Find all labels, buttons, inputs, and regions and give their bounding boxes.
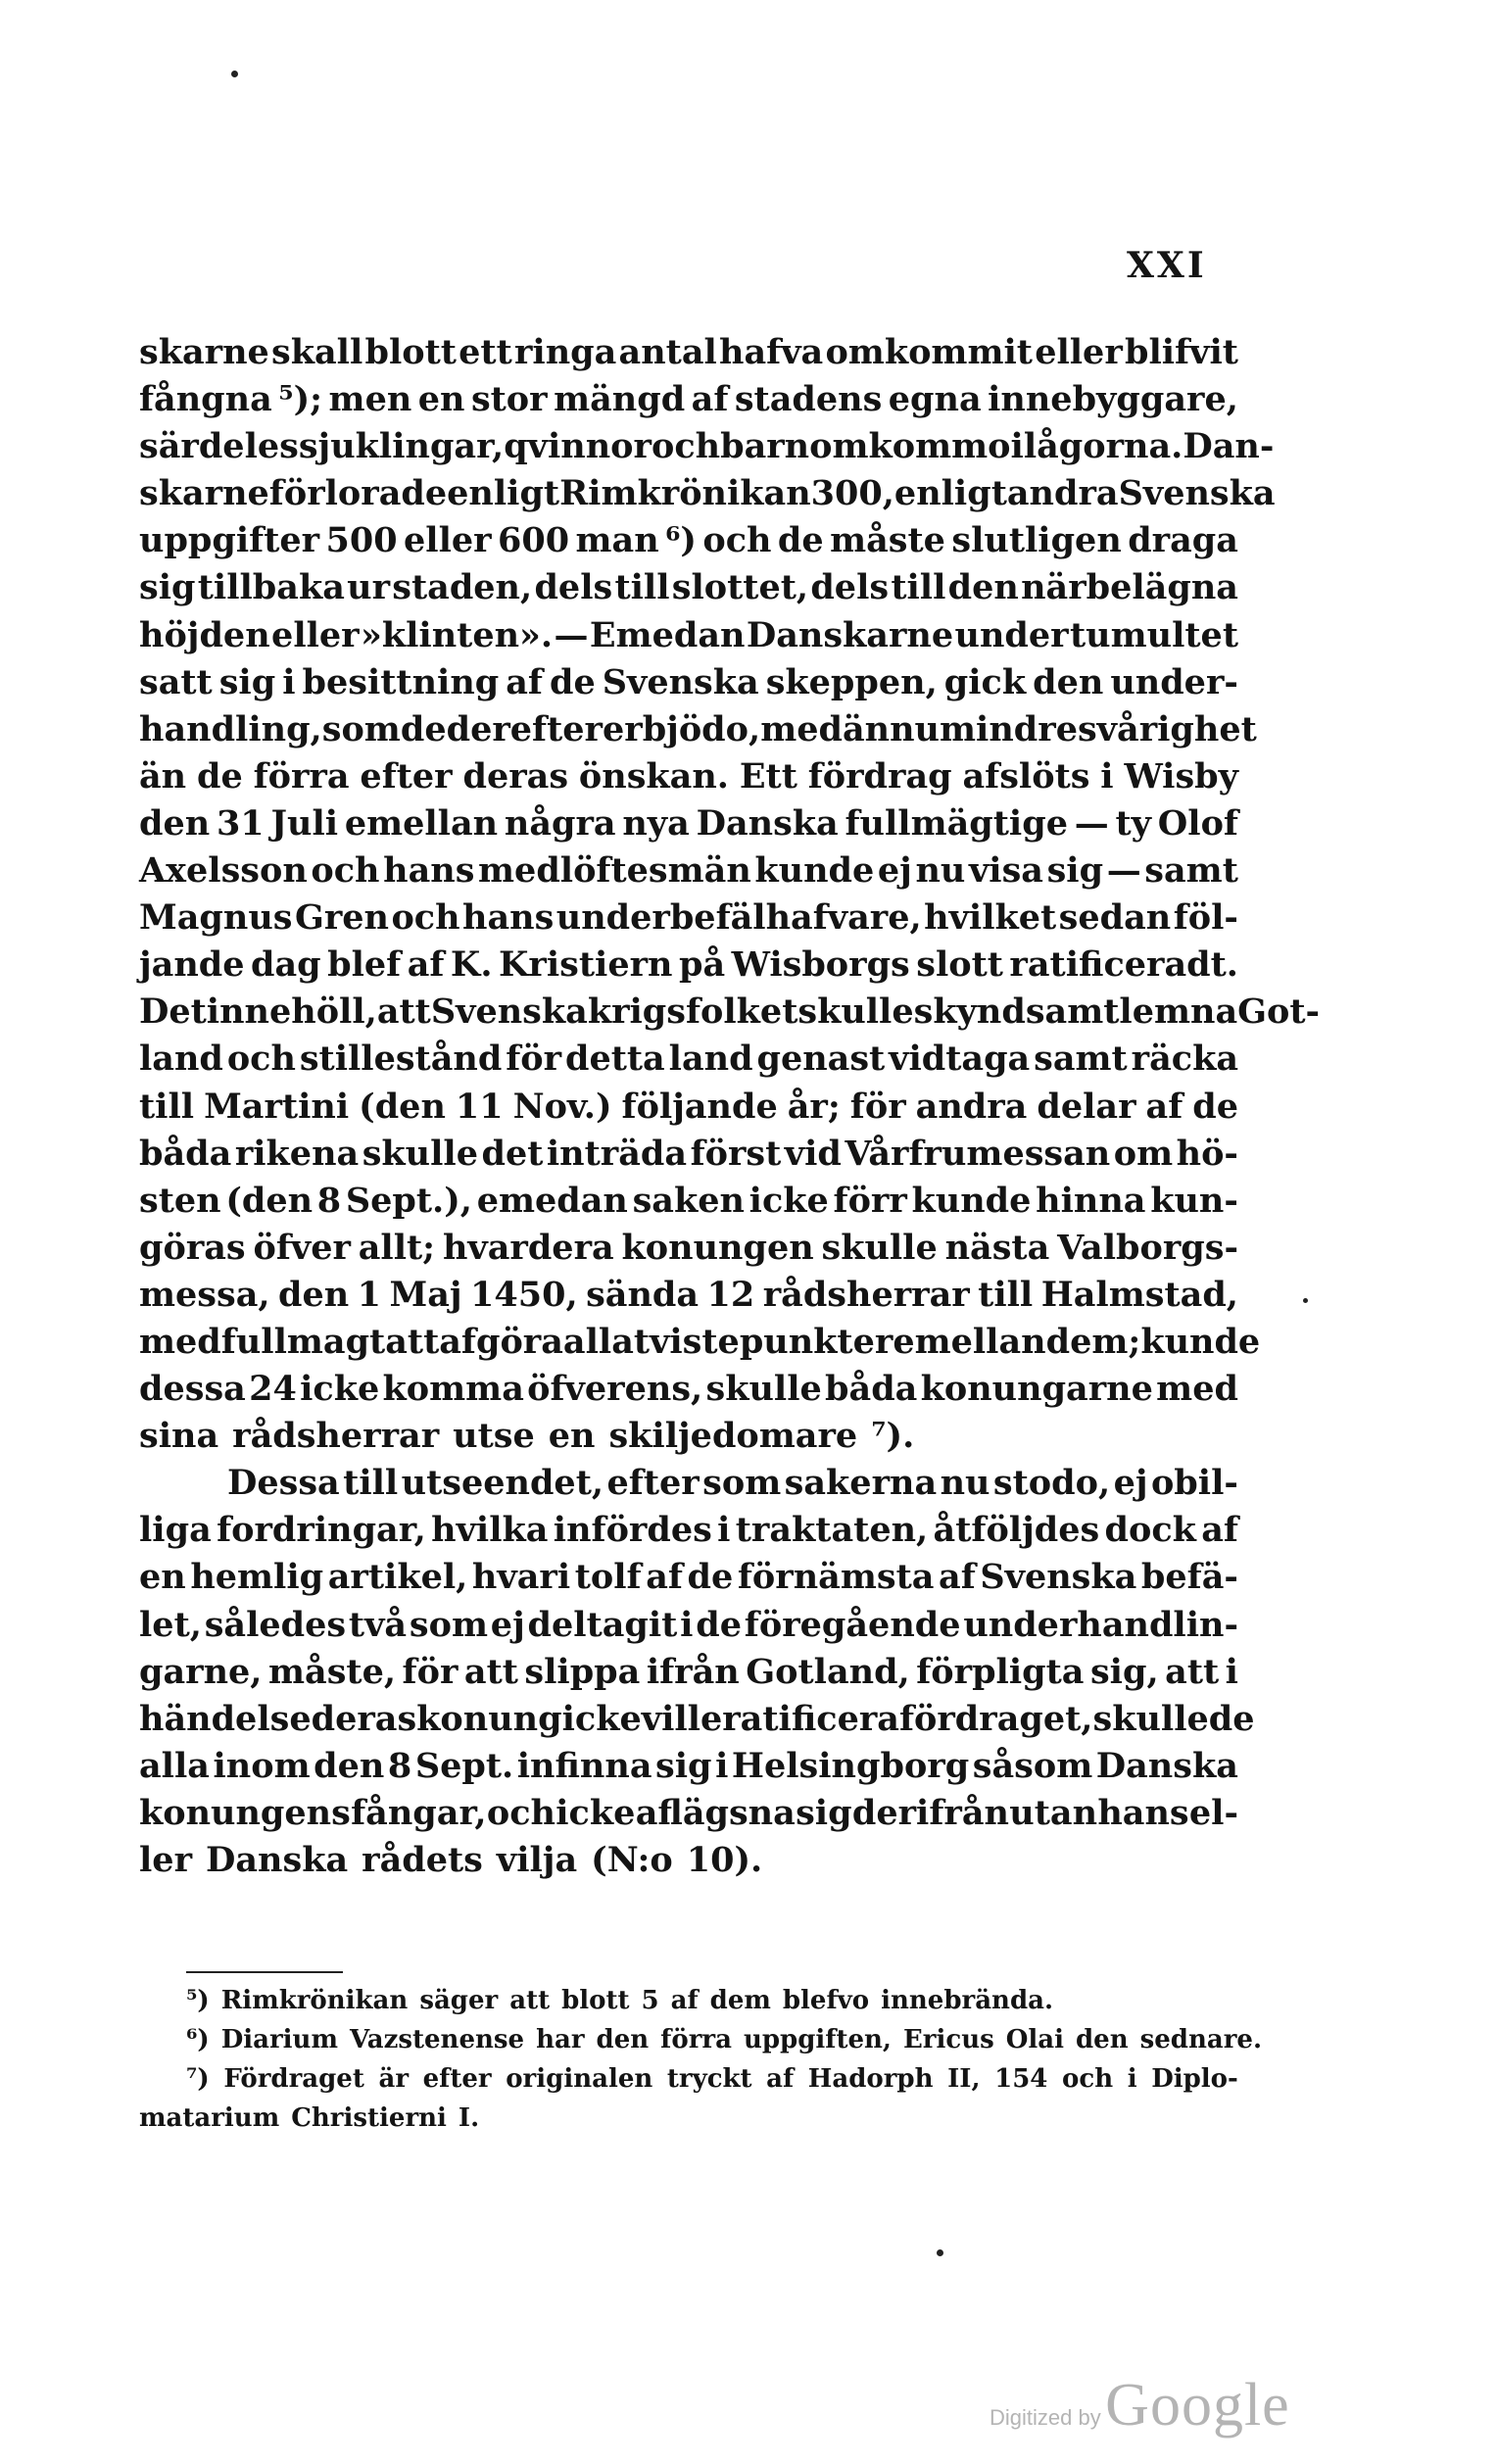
- text-line: skarne förlorade enligt Rimkrönikan 300, enligt andra Svenska: [139, 473, 1276, 514]
- text-line: särdeles sjuklingar, qvinnor och barn omkommo i lågorna. Dan-: [139, 426, 1275, 467]
- text-line: sig tillbaka ur staden, dels till slottet, dels till den närbelägna: [139, 567, 1238, 608]
- footnotes: [139, 1981, 1263, 2138]
- text-line: sten (den 8 Sept.), emedan saken icke förr kunde hinna kun-: [139, 1180, 1238, 1221]
- footnote-line: ⁵) Rimkrönikan säger att blott 5 af dem blefvo innebrända.: [186, 1986, 1054, 2015]
- digitized-watermark: [990, 2371, 1290, 2440]
- text-line: händelse deras konung icke ville ratificera fördraget, skulle de: [139, 1698, 1255, 1739]
- speck-dot: [937, 2249, 943, 2256]
- page-number: XXI: [1127, 245, 1207, 286]
- text-line: höjden eller »klinten». — Emedan Danskarne under tumultet: [139, 614, 1238, 655]
- text-line: jande dag blef af K. Kristiern på Wisborgs slott ratificeradt.: [139, 944, 1238, 986]
- text-line: Magnus Gren och hans underbefälhafvare, hvilket sedan föl-: [139, 897, 1238, 939]
- text-line: Det innehöll, att Svenska krigsfolket skulle skyndsamt lemna Got-: [139, 991, 1321, 1033]
- text-line: dessa 24 icke komma öfverens, skulle båda konungarne med: [139, 1369, 1238, 1410]
- text-line: ler Danska rådets vilja (N:o 10).: [139, 1840, 763, 1880]
- text-line: den 31 Juli emellan några nya Danska fullmägtige — ty Olof: [139, 802, 1238, 844]
- text-line: sina rådsherrar utse en skiljedomare ⁷).: [139, 1416, 915, 1457]
- text-line: till Martini (den 11 Nov.) följande år; för andra delar af de: [139, 1086, 1238, 1127]
- body-text: [139, 329, 1321, 1884]
- text-line: konungens fångar, och icke aflägsna sig derifrån utan hans el-: [139, 1792, 1238, 1833]
- text-line: land och stillestånd för detta land genast vidtaga samt räcka: [139, 1039, 1238, 1080]
- text-line: med fullmagt att afgöra alla tvistepunkter emellan dem; kunde: [139, 1321, 1261, 1362]
- text-line: garne, måste, för att slippa ifrån Gotland, förpligta sig, att i: [139, 1651, 1238, 1692]
- google-logo: Google: [1105, 2372, 1290, 2439]
- text-line: båda rikena skulle det inträda först vid Vårfrumessan om hö-: [139, 1133, 1238, 1174]
- text-line: handling, som de derefter erbjödo, med ännu mindre svårighet: [139, 708, 1257, 749]
- watermark-prefix: Digitized by: [990, 2405, 1101, 2430]
- text-line: skarne skall blott ett ringa antal hafva omkommit eller blifvit: [139, 332, 1238, 372]
- text-line: Dessa till utseendet, efter som sakerna nu stodo, ej obil-: [227, 1463, 1238, 1504]
- footnote-divider: [186, 1971, 343, 1973]
- footnote-line: ⁷) Fördraget är efter originalen tryckt af Hadorph II, 154 och i Diplo-: [186, 2064, 1238, 2094]
- text-line: messa, den 1 Maj 1450, sända 12 rådsherrar till Halmstad,: [139, 1274, 1238, 1315]
- text-line: alla inom den 8 Sept. infinna sig i Helsingborg såsom Danska: [139, 1745, 1238, 1786]
- footnote-line: ⁶) Diarium Vazstenense har den förra uppgiften, Ericus Olai den sednare.: [186, 2025, 1263, 2054]
- text-line: fångna ⁵); men en stor mängd af stadens egna innebyggare,: [139, 379, 1238, 420]
- text-line: liga fordringar, hvilka infördes i traktaten, åtföljdes dock af: [139, 1510, 1238, 1551]
- text-line: en hemlig artikel, hvari tolf af de förnämsta af Svenska befä-: [139, 1557, 1238, 1598]
- text-line: än de förra efter deras önskan. Ett fördrag afslöts i Wisby: [139, 755, 1238, 797]
- text-line: satt sig i besittning af de Svenska skeppen, gick den under-: [139, 661, 1238, 702]
- text-line: göras öfver allt; hvardera konungen skulle nästa Valborgs-: [139, 1227, 1238, 1268]
- speck-dot: [231, 71, 238, 77]
- text-line: uppgifter 500 eller 600 man ⁶) och de måste slutligen draga: [139, 520, 1238, 561]
- text-line: let, således två som ej deltagit i de föregående underhandlin-: [139, 1604, 1238, 1645]
- speck-dot: [1303, 1298, 1308, 1303]
- text-line: Axelsson och hans medlöftesmän kunde ej nu visa sig — samt: [139, 850, 1238, 892]
- footnote-line: matarium Christierni I.: [139, 2103, 480, 2133]
